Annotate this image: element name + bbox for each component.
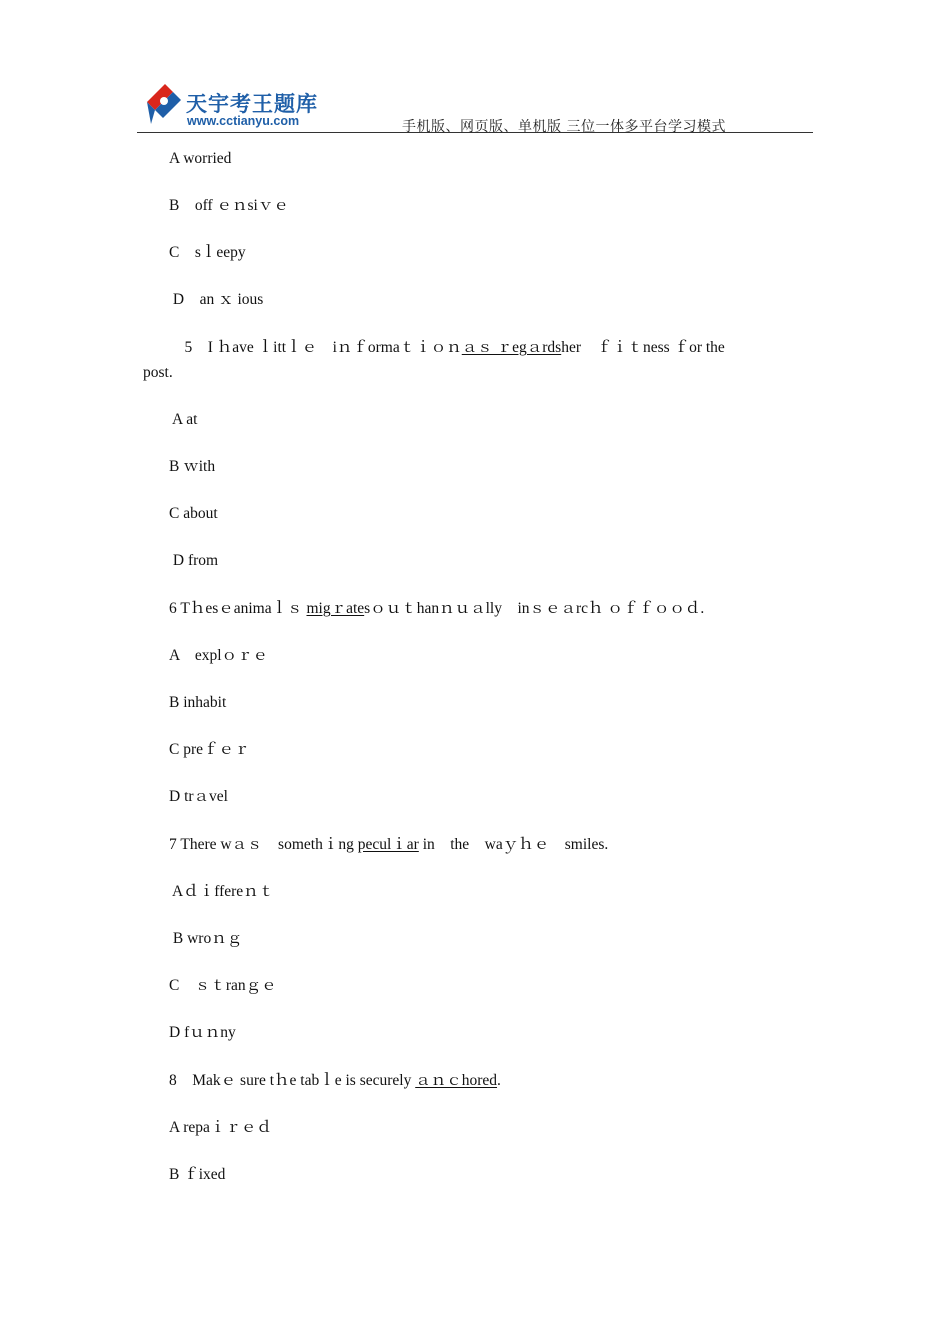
q5-option-b: B ｗith (169, 458, 216, 475)
q8-option-b: B ｆixed (169, 1166, 226, 1183)
header-tagline: 手机版、网页版、单机版 三位一体多平台学习模式 (402, 119, 726, 135)
q7-option-a: Aｄｉffereｎｔ (169, 883, 275, 900)
q8-underlined-word: ａｎｃhored (415, 1072, 498, 1089)
q6-option-c: C preｆｅｒ (169, 741, 250, 758)
q5-underlined-word: ａｓ ｒegａrds (461, 339, 562, 356)
q5-option-d: D from (169, 552, 219, 569)
q7-option-c: C ｓｔranｇｅ (169, 977, 277, 994)
logo-url: www.cctianyu.com (187, 114, 300, 128)
q5-text-pre: 5 I ｈave ｌittｌｅ iｎｆormaｔｉｏｎ (169, 339, 462, 356)
q6-option-b: B inhabit (169, 694, 227, 711)
q7-text-post: in the waｙｈｅ smiles. (422, 836, 609, 853)
page-header (0, 0, 950, 140)
q4-option-b: B off ｅｎsiｖｅ (169, 197, 289, 214)
q5-option-c: C about (169, 505, 218, 522)
q5-text-post: her ｆｉｔness ｆor the (561, 339, 725, 356)
q8-text-pre: 8 Makｅ sure tｈe tabｌe is securely (169, 1072, 412, 1089)
q8-question (169, 1071, 501, 1091)
q5-question-continued: post. (143, 364, 173, 381)
q4-option-d: D an ｘ ious (169, 291, 264, 308)
q7-text-pre: 7 There wａｓ somethｉng (169, 836, 354, 853)
q8-text-post: . (497, 1072, 501, 1089)
q7-question (169, 835, 608, 855)
q6-option-a: A explｏｒｅ (169, 647, 269, 664)
logo (143, 80, 328, 130)
q6-text-pre: 6 Tｈesｅanimaｌｓ (169, 600, 303, 617)
q6-question (169, 599, 704, 619)
header-divider (137, 132, 813, 133)
q7-option-b: B wroｎｇ (169, 930, 243, 947)
q6-underlined-word: migｒate (306, 600, 365, 617)
q5-question (169, 338, 725, 358)
q7-underlined-word: peculｉar (357, 836, 419, 853)
q6-option-d: D trａvel (169, 788, 228, 805)
q8-option-a: A repaｉｒｅｄ (169, 1119, 272, 1136)
logo-chinese-name: 天宇考王题库 (186, 92, 318, 116)
q6-text-post: sｏｕｔhanｎｕａlly inｓｅａrcｈ ｏｆｆｏｏｄ. (364, 600, 705, 617)
logo-mark-icon (143, 80, 185, 130)
q4-option-a: A worried (169, 150, 232, 167)
q5-option-a: A at (169, 411, 198, 428)
q7-option-d: D fｕｎny (169, 1024, 236, 1041)
q4-option-c: C sｌeepy (169, 244, 246, 261)
